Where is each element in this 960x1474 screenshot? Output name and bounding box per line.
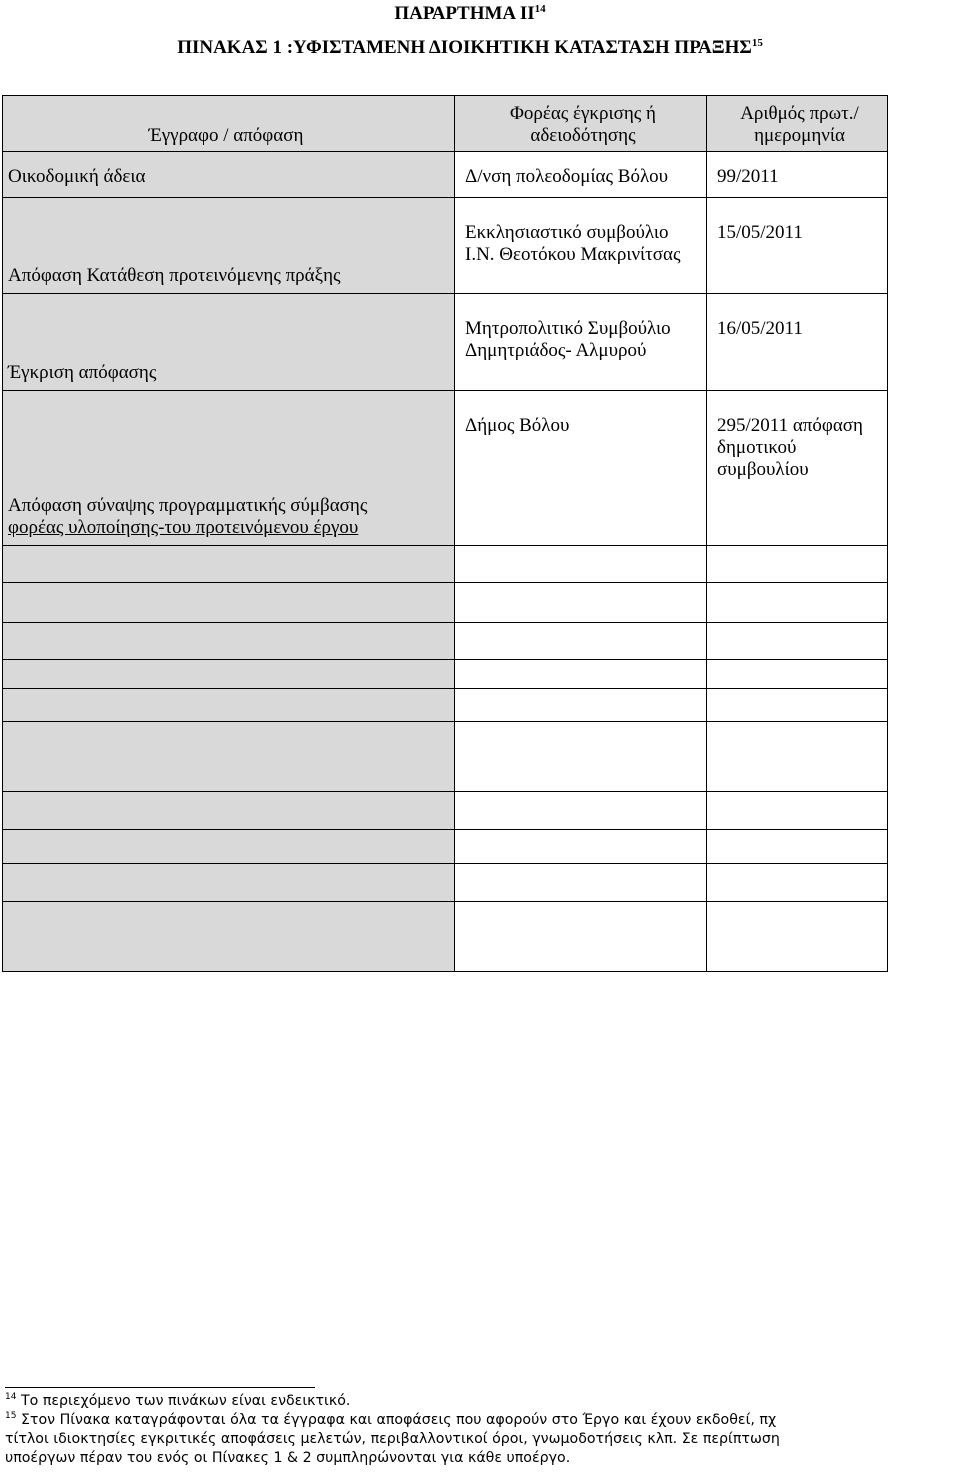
cell-authority: Δήμος Βόλου [455, 391, 707, 546]
cell-empty [707, 623, 888, 660]
administrative-status-table [2, 95, 888, 972]
footnote-15-line: υποέργων πέραν του ενός οι Πίνακες 1 & 2 συμπληρώνονται για κάθε υποέργο. [5, 1450, 571, 1466]
cell-empty [455, 623, 707, 660]
cell-authority: Μητροπολιτικό Συμβούλιο Δημητριάδος- Αλμυρού [455, 294, 707, 391]
table-row-empty [3, 546, 888, 583]
footnote-ref-14: 14 [534, 3, 546, 15]
cell-empty [707, 830, 888, 864]
cell-document-line: φορέας υλοποίησης-του προτεινόμενου έργου [8, 517, 359, 538]
cell-empty [707, 660, 888, 689]
cell-empty [3, 864, 455, 902]
cell-empty [707, 689, 888, 722]
table-row [3, 294, 888, 391]
cell-number-date: 16/05/2011 [707, 294, 888, 391]
column-header-document: Έγγραφο / απόφαση [3, 96, 455, 152]
footnote-ref-15: 15 [751, 37, 763, 49]
footnote-15-line: τίτλοι ιδιοκτησίες εγκριτικές αποφάσεις μελετών, περιβαλλοντικοί όροι, γνωμοδοτήσεις κλπ. Σε περίπτωση [5, 1431, 780, 1447]
footnote-15: $^{15}$ Στον Πίνακα καταγράφονται όλα τα έγγραφα και αποφάσεις που αφορούν στο Έργο και έχουν εκδοθεί, πχ [5, 1411, 777, 1428]
cell-empty [3, 830, 455, 864]
cell-empty [3, 792, 455, 830]
cell-empty [455, 864, 707, 902]
cell-document: Έγκριση απόφασης [3, 294, 455, 391]
cell-empty [707, 792, 888, 830]
footnote-14: $^{14}$ Το περιεχόμενο των πινάκων είναι ενδεικτικό. [5, 1392, 351, 1409]
cell-empty [707, 864, 888, 902]
table-row-empty [3, 830, 888, 864]
table-row-empty [3, 623, 888, 660]
cell-document [3, 391, 455, 546]
cell-empty [707, 546, 888, 583]
table-row-empty [3, 902, 888, 972]
table-header-row [3, 96, 888, 152]
column-header-number-date: Αριθμός πρωτ./ ημερομηνία [707, 96, 888, 152]
cell-authority: Δ/νση πολεοδομίας Βόλου [455, 152, 707, 198]
cell-number-date: 295/2011 απόφαση δημοτικού συμβουλίου [707, 391, 888, 546]
cell-authority: Εκκλησιαστικό συμβούλιο Ι.Ν. Θεοτόκου Μακρινίτσας [455, 198, 707, 294]
cell-empty [3, 546, 455, 583]
cell-empty [455, 660, 707, 689]
cell-empty [455, 546, 707, 583]
cell-empty [455, 792, 707, 830]
table-row-empty [3, 722, 888, 792]
cell-empty [707, 583, 888, 623]
table-row [3, 391, 888, 546]
cell-document-line: Απόφαση σύναψης προγραμματικής σύμβασης [8, 495, 368, 516]
cell-empty [455, 689, 707, 722]
cell-empty [3, 689, 455, 722]
table-row [3, 152, 888, 198]
cell-empty [707, 902, 888, 972]
table-row-empty [3, 689, 888, 722]
table-row [3, 198, 888, 294]
cell-number-date: 99/2011 [707, 152, 888, 198]
table-row-empty [3, 660, 888, 689]
footnote-separator [5, 1387, 315, 1388]
cell-document: Απόφαση Κατάθεση προτεινόμενης πράξης [3, 198, 455, 294]
cell-empty [707, 722, 888, 792]
cell-number-date: 15/05/2011 [707, 198, 888, 294]
table-title: ΠΙΝΑΚΑΣ 1 :ΥΦΙΣΤΑΜΕΝΗ ΔΙΟΙΚΗΤΙΚΗ ΚΑΤΑΣΤΑΣΗ ΠΡΑΞΗΣ$^{15}$ [177, 37, 763, 58]
table-row-empty [3, 583, 888, 623]
table-row-empty [3, 864, 888, 902]
cell-empty [455, 583, 707, 623]
cell-empty [3, 722, 455, 792]
footnotes [5, 1392, 960, 1468]
cell-empty [455, 830, 707, 864]
cell-empty [3, 660, 455, 689]
cell-empty [3, 623, 455, 660]
cell-empty [455, 722, 707, 792]
column-header-authority: Φορέας έγκρισης ή αδειοδότησης [455, 96, 707, 152]
table-row-empty [3, 792, 888, 830]
cell-empty [3, 583, 455, 623]
cell-empty [455, 902, 707, 972]
annex-title: ΠΑΡΑΡΤΗΜΑ ΙΙ$^{14}$ [394, 3, 546, 24]
cell-document: Οικοδομική άδεια [3, 152, 455, 198]
cell-empty [3, 902, 455, 972]
